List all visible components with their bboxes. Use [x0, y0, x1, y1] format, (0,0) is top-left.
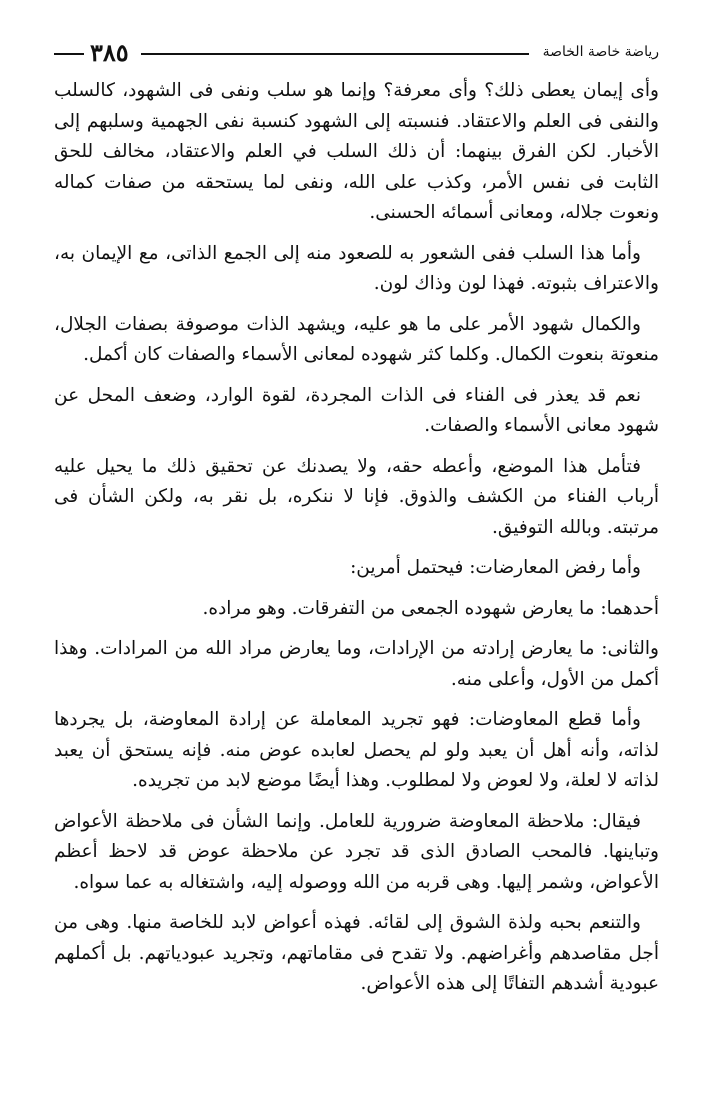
- paragraph: والكمال شهود الأمر على ما هو عليه، ويشهد الذات موصوفة بصفات الجلال، منعوتة بنعوت الكمال. وكلما كثر شهوده لمعانى الأسماء والصفات كان أكمل.: [54, 313, 659, 365]
- paragraph: وأى إيمان يعطى ذلك؟ وأى معرفة؟ وإنما هو سلب ونفى فى الشهود، كالسلب والنفى فى العلم والاعتقاد. فنسبته إلى الشهود كنسبة نفى الجهمية وسلبهم إلى الأخبار. لكن الفرق بينهما: أن ذلك السلب في العلم والاعتقاد، مخالف للحق الثابت فى نفس الأمر، وكذب على الله، ونفى لما يستحقه من صفات كماله ونعوت جلاله، ومعانى أسمائه الحسنى.: [54, 80, 659, 223]
- paragraph: وأما هذا السلب ففى الشعور به للصعود منه إلى الجمع الذاتى، مع الإيمان به، والاعتراف بثبوته. فهذا لون وذاك لون.: [54, 242, 659, 294]
- running-header: [54, 38, 659, 66]
- paragraph: وأما رفض المعارضات: فيحتمل أمرين:: [350, 557, 641, 578]
- body-text: [54, 76, 659, 1000]
- running-header-title: رياضة خاصة الخاصة: [542, 44, 659, 60]
- paragraph: نعم قد يعذر فى الفناء فى الذات المجردة، لقوة الوارد، وضعف المحل عن شهود معانى الأسماء والصفات.: [54, 384, 659, 436]
- paragraph: فتأمل هذا الموضع، وأعطه حقه، ولا يصدنك عن تحقيق ذلك ما يحيل عليه أرباب الفناء من الكشف والذوق. فإنا لا ننكره، بل نقر به، ولكن الشأن فى مرتبته. وبالله التوفيق.: [54, 455, 659, 538]
- paragraph: والتنعم بحبه ولذة الشوق إلى لقائه. فهذه أعواض لابد للخاصة منها. وهى من أجل مقاصدهم وأغراضهم. ولا تقدح فى مقاماتهم، وتجريد عبودياتهم. بل أكملهم عبودية أشدهم التفاتًا إلى هذه الأعواض.: [54, 912, 659, 994]
- header-rule: [141, 53, 529, 55]
- paragraph: أحدهما: ما يعارض شهوده الجمعى من التفرقات. وهو مراده.: [202, 597, 659, 619]
- header-rule-tail: [54, 53, 84, 55]
- paragraph: والثانى: ما يعارض إرادته من الإرادات، وما يعارض مراد الله من المرادات. وهذا أكمل من الأول، وأعلى منه.: [54, 638, 659, 690]
- paragraph: فيقال: ملاحظة المعاوضة ضرورية للعامل. وإنما الشأن فى ملاحظة الأعواض وتباينها. فالمحب الصادق الذى قد تجرد عن ملاحظة عوض قد لاحظ أعظم الأعواض، وشمر إليها. وهى قربه من الله ووصوله إليه، واشتغاله به عما سواه.: [54, 810, 659, 893]
- page-number: ٣٨٥: [90, 37, 129, 67]
- paragraph: وأما قطع المعاوضات: فهو تجريد المعاملة عن إرادة المعاوضة، بل يجردها لذاته، وأنه أهل أن يعبد ولو لم يحصل لعابده عوض منه. فإنه يستحق أن يعبد لذاته لا لعلة، ولا لعوض ولا لمطلوب. وهذا أيضًا موضع لابد من تجريده.: [54, 709, 659, 791]
